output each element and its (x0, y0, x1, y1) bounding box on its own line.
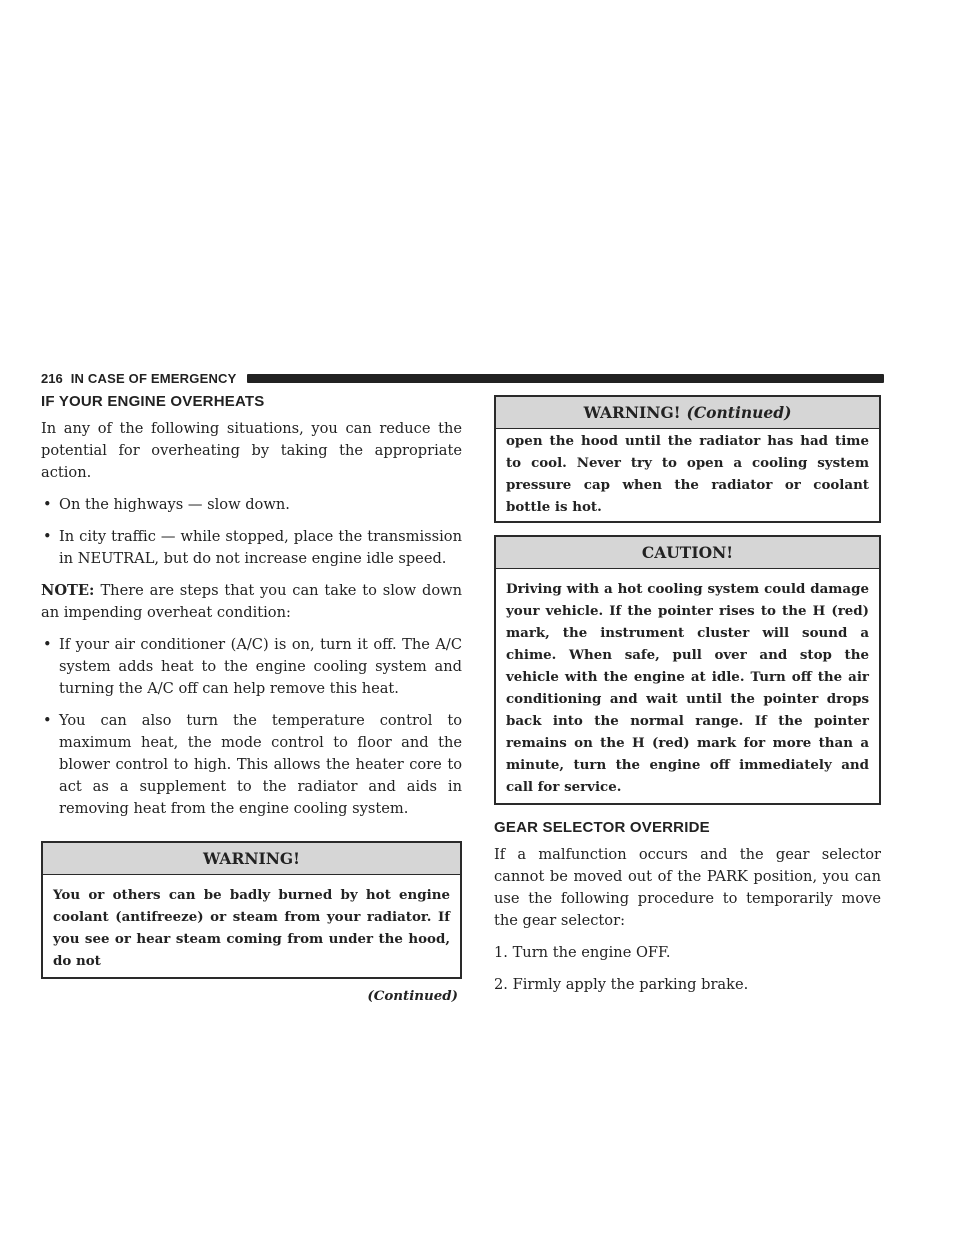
warning-continued-text: open the hood until the radiator has had time to cool. Never try to open a cooling system pressure cap when the radiator or coolant bottle is hot. (506, 433, 869, 515)
tips-list (41, 634, 462, 820)
caution-text: Driving with a hot cooling system could damage your vehicle. If the pointer rises to the H (red) mark, the instrument cluster will sound a chime. When safe, pull over and stop the vehicle with the engine at idle. Turn off the air conditioning and wait until the pointer drops back into the normal range. If the pointer remains on the H (red) mark for more than a minute, turn the engine off immediately and call for service. (506, 581, 869, 795)
header-rule (247, 374, 885, 383)
warning-continued-title: WARNING! (Continued) (496, 397, 879, 429)
caution-box (494, 535, 881, 805)
procedure-steps (494, 942, 881, 996)
list-item: • You can also turn the temperature control to maximum heat, the mode control to floor and the blower control to high. This allows the heater core to act as a supplement to the radiator and aids in removing heat from the engine cooling system. (43, 712, 462, 817)
note-text: There are steps that you can take to slow down an impending overheat condition: (41, 582, 462, 621)
warning-text: You or others can be badly burned by hot engine coolant (antifreeze) or steam from your radiator. If you see or hear steam coming from under the hood, do not (53, 887, 450, 969)
continued-label: (Continued) (367, 988, 458, 1004)
note-paragraph (41, 580, 462, 624)
right-column (494, 395, 881, 996)
warning-title: WARNING! (43, 843, 460, 875)
gear-override-intro: If a malfunction occurs and the gear selector cannot be moved out of the PARK position, you can use the following procedure to temporarily move the gear selector: (494, 846, 881, 929)
caution-title: CAUTION! (496, 537, 879, 569)
section-title: IN CASE OF EMERGENCY (70, 370, 237, 386)
left-column (41, 393, 462, 1004)
bullet-icon: • (43, 496, 52, 513)
section-heading-gear-override: GEAR SELECTOR OVERRIDE (494, 819, 710, 836)
note-label: NOTE: (41, 582, 95, 599)
overheat-intro: In any of the following situations, you can reduce the potential for overheating by taking the appropriate action. (41, 420, 462, 481)
warning-box (41, 841, 462, 979)
list-item: • In city traffic — while stopped, place the transmission in NEUTRAL, but do not increase engine idle speed. (43, 528, 462, 567)
list-item: • On the highways — slow down. (41, 494, 462, 516)
page-number: 216 (41, 370, 63, 386)
list-item: 1. Turn the engine OFF. (494, 944, 671, 961)
warning-continued-box (494, 395, 881, 523)
situation-list (41, 494, 462, 570)
bullet-icon: • (43, 528, 52, 545)
bullet-icon: • (43, 636, 52, 653)
list-item: • If your air conditioner (A/C) is on, turn it off. The A/C system adds heat to the engine cooling system and turning the A/C off can help remove this heat. (43, 636, 462, 697)
section-heading-overheats: IF YOUR ENGINE OVERHEATS (41, 393, 265, 410)
bullet-icon: • (43, 712, 52, 729)
list-item: 2. Firmly apply the parking brake. (494, 976, 749, 993)
page-header (41, 370, 884, 386)
